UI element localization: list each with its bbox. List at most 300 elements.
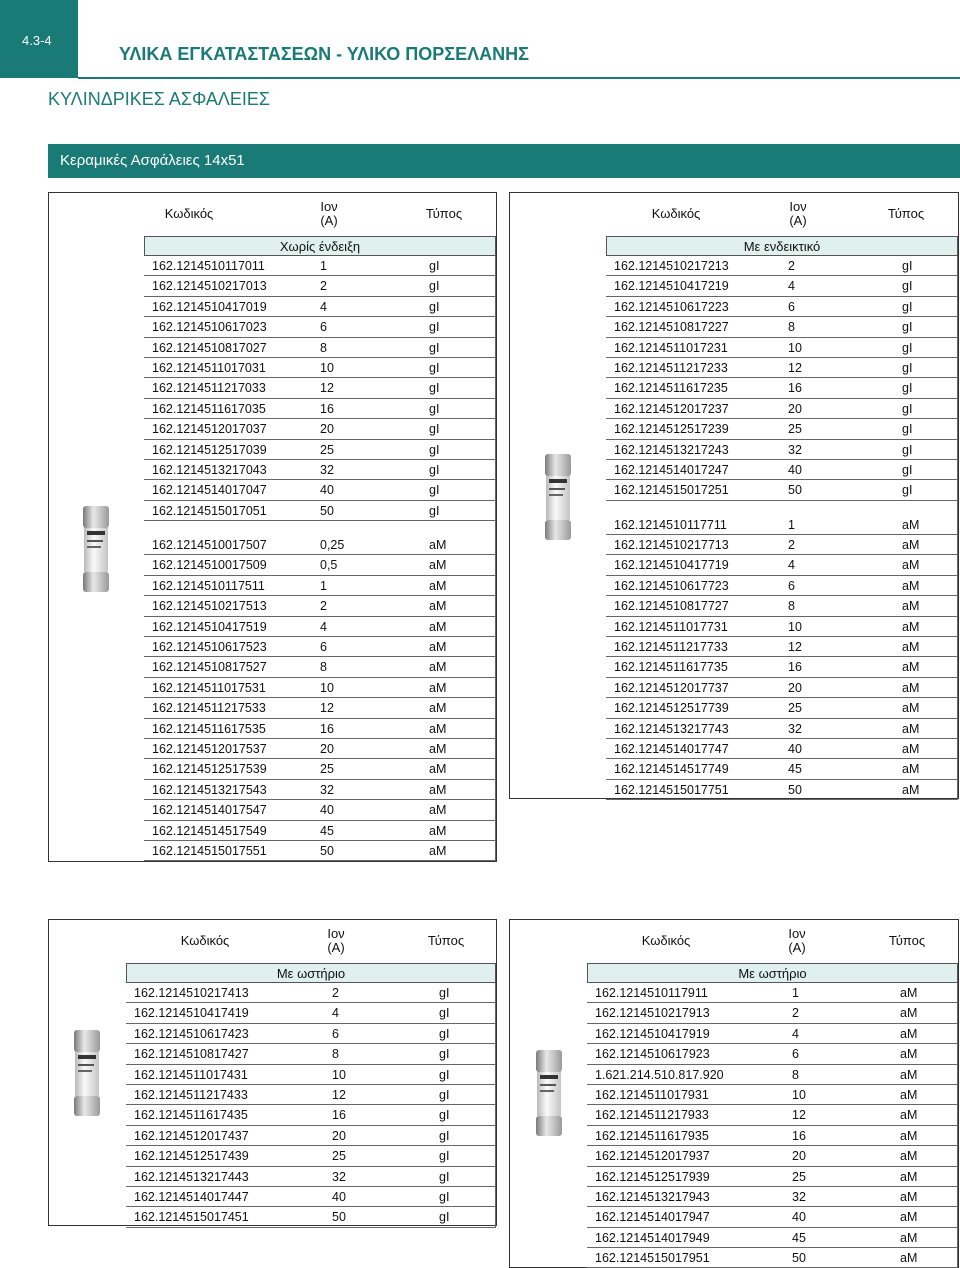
cell-type: gI (429, 442, 440, 457)
cell-current: 50 (792, 1251, 806, 1266)
cell-code: 162.1214510217013 (152, 279, 267, 294)
cell-current: 12 (792, 1108, 806, 1123)
cell-current: 6 (788, 578, 795, 593)
cell-type: aM (900, 1026, 918, 1041)
cell-current: 4 (320, 299, 327, 314)
cell-code: 162.1214511017731 (614, 619, 728, 634)
header-code: Κωδικός (651, 206, 701, 221)
cell-current: 20 (792, 1149, 806, 1164)
cell-type: aM (902, 619, 920, 634)
table-row (144, 698, 496, 718)
cell-current: 40 (788, 462, 802, 477)
cell-code: 162.1214512517539 (152, 762, 267, 777)
cell-code: 162.1214512017737 (614, 680, 729, 695)
cell-current: 1 (320, 578, 327, 593)
cell-current: 50 (332, 1210, 346, 1225)
cell-current: 10 (320, 360, 334, 375)
cell-code: 162.1214511617235 (614, 381, 728, 396)
cell-current: 6 (788, 299, 795, 314)
table-row (606, 440, 958, 460)
cell-code: 162.1214511217033 (152, 381, 266, 396)
cell-code: 162.1214513217943 (595, 1189, 710, 1204)
cell-type: gI (902, 360, 913, 375)
cell-type: aM (429, 823, 447, 838)
cell-type: aM (900, 1210, 918, 1225)
table-row (126, 1146, 496, 1166)
table-row (144, 440, 496, 460)
cell-current: 32 (792, 1189, 806, 1204)
cell-type: gI (429, 279, 440, 294)
cell-type: aM (429, 619, 447, 634)
cell-current: 6 (320, 640, 327, 655)
cell-current: 10 (788, 340, 802, 355)
cell-current: 50 (320, 843, 334, 858)
cell-current: 25 (320, 762, 334, 777)
cell-type: aM (900, 1251, 918, 1266)
cell-type: aM (429, 640, 447, 655)
cell-current: 32 (320, 782, 334, 797)
cell-code: 162.1214514017949 (595, 1230, 710, 1245)
cell-current: 25 (332, 1149, 346, 1164)
table-row (587, 983, 958, 1003)
cell-current: 45 (792, 1230, 806, 1245)
cell-code: 162.1214512017037 (152, 422, 267, 437)
cell-type: aM (902, 558, 920, 573)
table-row (606, 338, 958, 358)
cell-current: 1 (320, 259, 327, 273)
cell-current: 25 (788, 701, 802, 716)
cell-type: gI (429, 340, 440, 355)
table-row (144, 480, 496, 500)
cell-type: aM (900, 1087, 918, 1102)
table-row (606, 276, 958, 296)
header-code: Κωδικός (180, 933, 230, 948)
cell-current: 6 (332, 1026, 339, 1041)
cell-type: aM (429, 538, 447, 553)
cell-type: aM (900, 1006, 918, 1021)
cell-type: gI (902, 462, 913, 477)
cell-current: 8 (332, 1047, 339, 1062)
cell-type: aM (902, 762, 920, 777)
cell-type: aM (900, 1149, 918, 1164)
cell-code: 162.1214510217913 (595, 1006, 710, 1021)
table-row (606, 657, 958, 677)
cell-code: 162.1214513217543 (152, 782, 267, 797)
cell-type: aM (429, 558, 447, 573)
cell-current: 4 (332, 1006, 339, 1021)
cell-current: 12 (320, 381, 334, 396)
cell-current: 0,25 (320, 538, 345, 553)
cell-type: aM (429, 741, 447, 756)
cell-current: 32 (320, 462, 334, 477)
cell-code: 162.1214510817527 (152, 660, 267, 675)
table-row (606, 698, 958, 718)
table-row (587, 1126, 958, 1146)
cell-current: 32 (788, 442, 802, 457)
cell-type: gI (439, 1087, 450, 1102)
cell-current: 10 (792, 1087, 806, 1102)
table-row (144, 460, 496, 480)
table-row (144, 297, 496, 317)
cell-type: aM (429, 803, 447, 818)
cell-type: aM (900, 1108, 918, 1123)
cell-type: gI (439, 1006, 450, 1021)
table-row (126, 1003, 496, 1023)
cell-type: aM (902, 660, 920, 675)
table-row (606, 576, 958, 596)
header-current: Ιον (A) (788, 926, 806, 955)
table-header (144, 192, 496, 236)
cell-code: 162.1214510617223 (614, 299, 729, 314)
cell-current: 45 (788, 762, 802, 777)
table-row (587, 1085, 958, 1105)
cell-current: 8 (792, 1067, 799, 1082)
cell-current: 10 (332, 1067, 346, 1082)
table-row (606, 419, 958, 439)
cell-type: aM (429, 680, 447, 695)
table-row (587, 1248, 958, 1268)
table-striker-aM (587, 919, 958, 1268)
cell-current: 25 (792, 1169, 806, 1184)
table-row (144, 637, 496, 657)
cell-type: gI (902, 340, 913, 355)
cell-code: 162.1214510217213 (614, 259, 729, 273)
cell-code: 162.1214513217743 (614, 721, 729, 736)
table-row (144, 617, 496, 637)
cell-code: 162.1214511617735 (614, 660, 728, 675)
cell-code: 162.1214510617023 (152, 320, 267, 335)
cell-current: 20 (320, 422, 334, 437)
cell-current: 6 (792, 1047, 799, 1062)
cell-code: 162.1214510617523 (152, 640, 267, 655)
cell-code: 162.1214510617923 (595, 1047, 710, 1062)
table-row (144, 419, 496, 439)
cell-code: 162.1214511617035 (152, 401, 266, 416)
category-band: Κεραμικές Ασφάλειες 14x51 (48, 144, 960, 178)
cell-code: 162.1214510117511 (152, 578, 265, 593)
cell-type: aM (900, 1169, 918, 1184)
cell-type: aM (902, 721, 920, 736)
title-divider (78, 77, 960, 79)
cell-type: gI (439, 1108, 450, 1123)
table-row (606, 719, 958, 739)
table-row (144, 501, 496, 521)
group-header: Με ωστήριο (126, 963, 496, 983)
cell-type: aM (902, 517, 920, 532)
table-row (144, 800, 496, 820)
cell-current: 10 (320, 680, 334, 695)
table-row (144, 780, 496, 800)
cell-code: 162.1214512517039 (152, 442, 267, 457)
table-row (126, 1167, 496, 1187)
cell-code: 162.1214510617423 (134, 1026, 249, 1041)
cell-type: gI (429, 422, 440, 437)
cell-current: 2 (788, 538, 795, 553)
cell-code: 162.1214510417919 (595, 1026, 710, 1041)
cell-code: 162.1214513217243 (614, 442, 729, 457)
table-header (606, 192, 958, 236)
table-header (587, 919, 958, 963)
cell-code: 162.1214510117911 (595, 986, 708, 1000)
group-header: Χωρίς ένδειξη (144, 236, 496, 256)
table-row (144, 596, 496, 616)
cell-code: 162.1214511017231 (614, 340, 728, 355)
cell-type: gI (902, 442, 913, 457)
fuse-image (74, 1030, 100, 1116)
table-row (144, 719, 496, 739)
cell-type: aM (429, 599, 447, 614)
table-row (606, 256, 958, 276)
cell-current: 20 (788, 401, 802, 416)
page-number-tab (0, 0, 78, 78)
table-row (144, 378, 496, 398)
cell-current: 25 (320, 442, 334, 457)
table-row (606, 399, 958, 419)
table-row (606, 358, 958, 378)
cell-code: 162.1214514017047 (152, 483, 267, 498)
table-row (587, 1003, 958, 1023)
cell-current: 16 (332, 1108, 346, 1123)
page-number: 4.3-4 (22, 33, 52, 48)
cell-current: 40 (788, 741, 802, 756)
table-row (126, 1024, 496, 1044)
cell-code: 162.1214514017447 (134, 1189, 249, 1204)
cell-type: gI (439, 1149, 450, 1164)
cell-type: gI (429, 462, 440, 477)
cell-code: 162.1214510417419 (134, 1006, 249, 1021)
cell-current: 1 (788, 517, 795, 532)
table-row (606, 515, 958, 535)
cell-current: 16 (320, 401, 334, 416)
cell-current: 20 (332, 1128, 346, 1143)
table-no-indicator (144, 192, 496, 861)
table-row (606, 678, 958, 698)
table-row (606, 759, 958, 779)
cell-type: gI (439, 986, 450, 1000)
cell-type: gI (439, 1067, 450, 1082)
cell-code: 162.1214514017947 (595, 1210, 710, 1225)
table-row (606, 317, 958, 337)
cell-code: 162.1214510817727 (614, 599, 729, 614)
cell-type: aM (429, 762, 447, 777)
header-type: Τύπος (888, 933, 926, 948)
cell-type: gI (902, 422, 913, 437)
table-row (606, 378, 958, 398)
cell-code: 162.1214510117011 (152, 259, 265, 273)
cell-current: 2 (332, 986, 339, 1000)
table-row (606, 739, 958, 759)
cell-current: 8 (320, 340, 327, 355)
table-row (587, 1065, 958, 1085)
cell-current: 8 (788, 599, 795, 614)
cell-type: aM (429, 721, 447, 736)
cell-code: 162.1214515017051 (152, 503, 267, 518)
cell-code: 162.1214510017507 (152, 538, 267, 553)
table-row (587, 1105, 958, 1125)
cell-code: 162.1214510817027 (152, 340, 267, 355)
cell-code: 162.1214512017537 (152, 741, 267, 756)
cell-code: 162.1214511617535 (152, 721, 266, 736)
cell-code: 162.1214510417719 (614, 558, 729, 573)
table-row (126, 1085, 496, 1105)
row-spacer (606, 501, 958, 515)
cell-code: 162.1214514517549 (152, 823, 267, 838)
cell-current: 4 (792, 1026, 799, 1041)
table-row (606, 535, 958, 555)
cell-type: gI (429, 320, 440, 335)
cell-current: 32 (788, 721, 802, 736)
cell-type: gI (439, 1128, 450, 1143)
cell-type: gI (902, 401, 913, 416)
cell-code: 162.1214515017751 (614, 782, 729, 797)
table-row (144, 399, 496, 419)
cell-type: gI (429, 360, 440, 375)
fuse-image (83, 506, 109, 592)
page-title: ΥΛΙΚΑ ΕΓΚΑΤΑΣΤΑΣΕΩΝ - ΥΛΙΚΟ ΠΟΡΣΕΛΑΝΗΣ (119, 44, 529, 64)
header-code: Κωδικός (164, 206, 214, 221)
cell-code: 162.1214511217433 (134, 1087, 248, 1102)
cell-type: gI (429, 483, 440, 498)
fuse-image (536, 1050, 562, 1136)
cell-current: 50 (320, 503, 334, 518)
cell-code: 162.1214512017437 (134, 1128, 249, 1143)
table-row (144, 317, 496, 337)
cell-code: 162.1214512017237 (614, 401, 729, 416)
cell-code: 1.621.214.510.817.920 (595, 1067, 724, 1082)
table-row (144, 358, 496, 378)
table-row (144, 841, 496, 861)
cell-code: 162.1214511017031 (152, 360, 266, 375)
table-row (144, 338, 496, 358)
header-type: Τύπος (887, 206, 925, 221)
cell-type: gI (902, 259, 913, 273)
header-code: Κωδικός (641, 933, 691, 948)
table-row (606, 460, 958, 480)
fuse-image (545, 454, 571, 540)
cell-current: 4 (788, 558, 795, 573)
cell-type: gI (902, 279, 913, 294)
group-header: Με ενδεικτικό (606, 236, 958, 256)
cell-code: 162.1214515017451 (134, 1210, 249, 1225)
table-row (606, 596, 958, 616)
cell-current: 1 (792, 986, 799, 1000)
cell-code: 162.1214515017951 (595, 1251, 710, 1266)
header-type: Τύπος (427, 933, 465, 948)
cell-current: 50 (788, 782, 802, 797)
cell-code: 162.1214511217933 (595, 1108, 709, 1123)
cell-current: 45 (320, 823, 334, 838)
cell-type: aM (902, 640, 920, 655)
cell-code: 162.1214511017931 (595, 1087, 709, 1102)
cell-type: aM (900, 1067, 918, 1082)
cell-code: 162.1214510217713 (614, 538, 729, 553)
table-row (126, 983, 496, 1003)
cell-type: gI (439, 1047, 450, 1062)
cell-code: 162.1214514017547 (152, 803, 267, 818)
cell-type: gI (429, 259, 440, 273)
cell-code: 162.1214511617435 (134, 1108, 248, 1123)
cell-code: 162.1214514017247 (614, 462, 729, 477)
table-row (587, 1167, 958, 1187)
cell-current: 40 (332, 1189, 346, 1204)
cell-code: 162.1214511217733 (614, 640, 728, 655)
cell-code: 162.1214510817427 (134, 1047, 249, 1062)
table-row (144, 657, 496, 677)
table-with-indicator (606, 192, 958, 800)
cell-current: 12 (332, 1087, 346, 1102)
cell-code: 162.1214513217443 (134, 1169, 249, 1184)
cell-current: 4 (788, 279, 795, 294)
table-row (126, 1126, 496, 1146)
cell-code: 162.1214515017551 (152, 843, 267, 858)
cell-current: 40 (320, 803, 334, 818)
cell-type: gI (439, 1169, 450, 1184)
cell-code: 162.1214511017531 (152, 680, 266, 695)
cell-type: aM (902, 578, 920, 593)
table-row (144, 678, 496, 698)
table-row (606, 637, 958, 657)
cell-type: gI (429, 381, 440, 396)
cell-type: gI (902, 483, 913, 498)
table-row (144, 576, 496, 596)
table-row (587, 1024, 958, 1044)
table-row (587, 1187, 958, 1207)
header-current: Ιον (A) (789, 199, 807, 228)
cell-current: 0,5 (320, 558, 338, 573)
cell-type: aM (900, 986, 918, 1000)
table-row (587, 1207, 958, 1227)
cell-type: gI (429, 299, 440, 314)
cell-current: 2 (788, 259, 795, 273)
cell-type: aM (900, 1047, 918, 1062)
cell-type: aM (900, 1189, 918, 1204)
cell-code: 162.1214511217533 (152, 701, 266, 716)
cell-current: 8 (320, 660, 327, 675)
cell-current: 32 (332, 1169, 346, 1184)
table-row (144, 555, 496, 575)
table-row (144, 821, 496, 841)
table-row (144, 759, 496, 779)
cell-code: 162.1214514017747 (614, 741, 729, 756)
table-row (126, 1207, 496, 1227)
cell-type: gI (902, 320, 913, 335)
cell-code: 162.1214512017937 (595, 1149, 710, 1164)
cell-current: 16 (792, 1128, 806, 1143)
cell-current: 16 (788, 660, 802, 675)
table-row (606, 617, 958, 637)
table-row (126, 1065, 496, 1085)
cell-current: 50 (788, 483, 802, 498)
cell-current: 20 (320, 741, 334, 756)
cell-type: gI (429, 401, 440, 416)
header-current: Ιον (A) (327, 926, 345, 955)
cell-code: 162.1214512517239 (614, 422, 729, 437)
header-current: Ιον (A) (320, 199, 338, 228)
cell-type: aM (902, 701, 920, 716)
table-striker-gI (126, 919, 496, 1228)
cell-type: aM (429, 660, 447, 675)
table-row (144, 256, 496, 276)
cell-current: 12 (788, 360, 802, 375)
cell-current: 12 (788, 640, 802, 655)
cell-type: gI (902, 299, 913, 314)
table-row (587, 1044, 958, 1064)
cell-code: 162.1214510417019 (152, 299, 267, 314)
cell-code: 162.1214510617723 (614, 578, 729, 593)
cell-type: gI (439, 1026, 450, 1041)
cell-type: aM (902, 782, 920, 797)
table-row (606, 297, 958, 317)
